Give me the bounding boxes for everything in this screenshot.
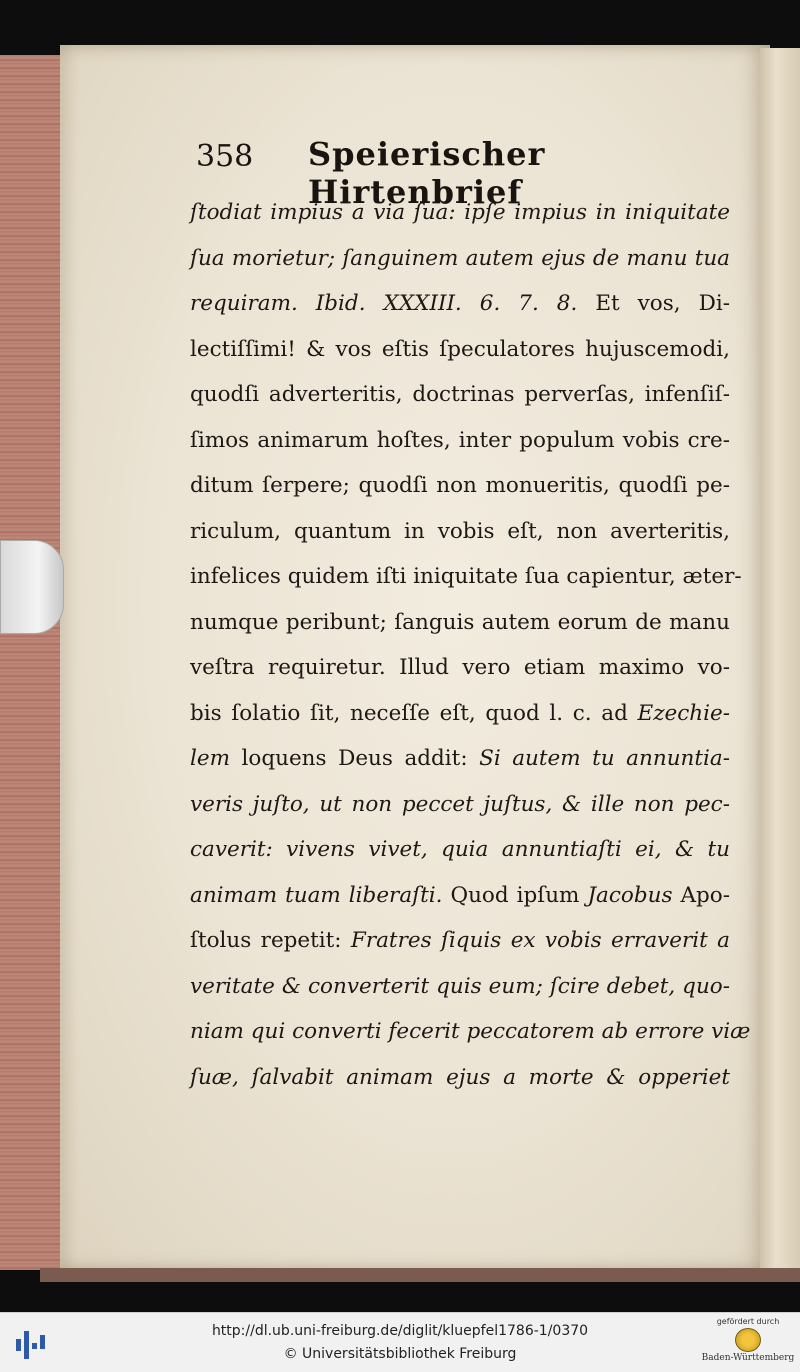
italic-segment: Fratres ſiquis ex vobis erraverit a (350, 928, 730, 953)
text-line (190, 964, 730, 1010)
text-segment: ſtolus repetit: (190, 928, 351, 953)
italic-segment: ſuæ, ſalvabit animam ejus a morte & opperiet (190, 1064, 730, 1090)
text-line (190, 918, 730, 964)
text-segment: Et vos, Di- (577, 291, 730, 316)
page-clip (0, 540, 64, 634)
text-line (190, 463, 730, 509)
text-line (190, 782, 730, 828)
text-segment: bis ſolatio ſit, neceſſe eſt, quod l. c. ad (190, 700, 638, 726)
text-segment: infelices quidem iſti iniquitate ſua capientur, æter- (190, 564, 742, 589)
italic-segment: caverit: vivens vivet, quia annuntiaſti ei, & tu (190, 837, 730, 862)
italic-segment: lem (190, 746, 230, 771)
text-line (190, 1055, 730, 1101)
book-bottom-edge (40, 1268, 800, 1282)
sponsor-name: Baden-Württemberg (701, 1353, 795, 1363)
page-right-edge (760, 48, 800, 1270)
text-line (190, 372, 730, 418)
text-line (190, 600, 730, 646)
italic-segment: requiram. Ibid. XXXIII. 6. 7. 8. (190, 291, 578, 316)
page-number: 358 (196, 139, 254, 174)
text-segment: Apo- (672, 882, 731, 908)
text-line (190, 873, 730, 919)
text-line (190, 691, 730, 737)
text-segment: quodſi adverteritis, doctrinas perverſas, infenſiſ- (190, 382, 730, 407)
text-segment: ditum ſerpere; quodſi non monueritis, quodſi pe- (190, 473, 730, 498)
text-line (190, 554, 742, 600)
text-segment: ſimos animarum hoſtes, inter populum vobis cre- (190, 427, 730, 453)
body-text (190, 190, 751, 1100)
state-seal-icon (735, 1328, 761, 1352)
running-head: Speierischer Hirtenbrief (308, 135, 546, 211)
text-segment: Quod ipſum (442, 882, 588, 908)
text-line (190, 418, 730, 464)
italic-segment: veris juſto, ut non peccet juſtus, & ille non pec- (190, 791, 730, 817)
text-line (190, 509, 730, 555)
text-line (190, 645, 730, 691)
italic-segment: Si autem tu annuntia- (479, 746, 730, 771)
page-header (196, 135, 736, 211)
text-segment: numque peribunt; ſanguis autem eorum de manu (190, 609, 730, 635)
italic-segment: Ezechie- (637, 700, 730, 726)
text-line (190, 236, 730, 282)
sponsor-badge (700, 1317, 796, 1369)
text-line (190, 327, 730, 373)
italic-segment: ſtodiat impius a via ſua: ipſe impius in iniquitate (190, 200, 730, 225)
text-segment: riculum, quantum in vobis eſt, non averteritis, (190, 518, 730, 544)
text-segment: veſtra requiretur. Illud vero etiam maximo vo- (190, 655, 730, 680)
text-line (190, 736, 730, 782)
italic-segment: animam tuam liberaſti. (190, 882, 443, 908)
text-line (190, 281, 730, 327)
text-segment: loquens Deus addit: (230, 746, 480, 771)
text-segment: lectiſſimi! & vos eſtis ſpeculatores hujuscemodi, (190, 336, 730, 362)
sponsor-label: gefördert durch (716, 1317, 780, 1326)
viewer-footer (0, 1312, 800, 1372)
text-line (190, 190, 730, 236)
italic-segment: niam qui converti fecerit peccatorem ab errore viæ (190, 1019, 751, 1044)
copyright-notice: © Universitätsbibliothek Freiburg (283, 1346, 517, 1362)
permalink-url[interactable]: http://dl.ub.uni-freiburg.de/diglit/kluepfel1786-1/0370 (211, 1323, 589, 1339)
text-line (190, 827, 730, 873)
text-line (190, 1009, 751, 1055)
italic-segment: Jacobus (587, 882, 673, 908)
italic-segment: ſua morietur; ſanguinem autem ejus de manu tua (190, 245, 730, 271)
italic-segment: veritate & converterit quis eum; ſcire debet, quo- (190, 973, 730, 999)
